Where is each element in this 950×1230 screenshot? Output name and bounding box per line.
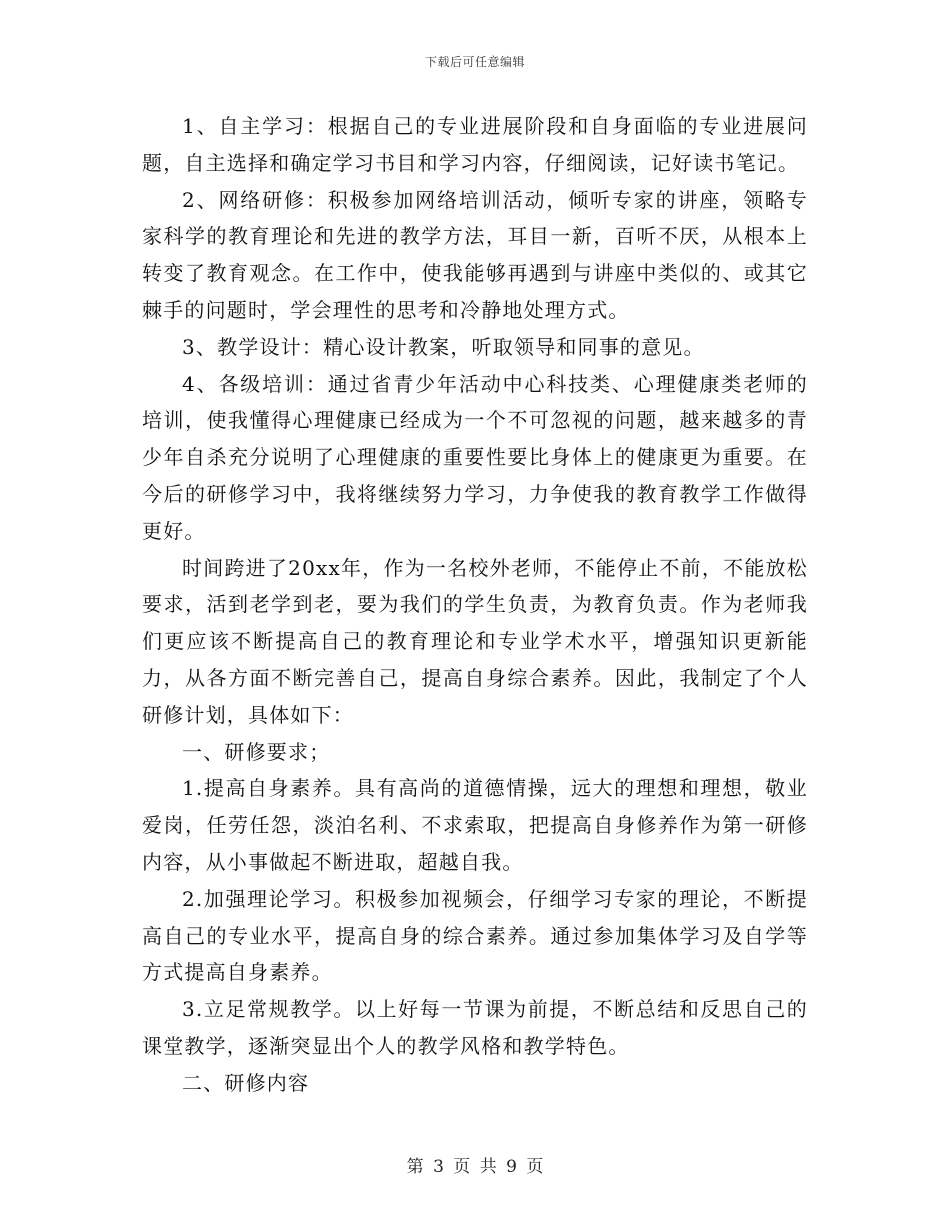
page-header: 下载后可任意编辑 xyxy=(424,55,525,69)
paragraph-requirement-1: 1.提高自身素养。具有高尚的道德情操，远大的理想和理想，敬业爱岗，任劳任怨，淡泊名利、不求索取，把提高自身修养作为第一研修内容，从小事做起不断进取，超越自我。 xyxy=(142,776,808,874)
section-heading-content: 二、研修内容 xyxy=(182,1070,310,1095)
paragraph-training-levels: 4、各级培训：通过省青少年活动中心科技类、心理健康类老师的培训，使我懂得心理健康已经成为一个不可忽视的问题，越来越多的青少年自杀充分说明了心理健康的重要性要比身体上的健康更为重要。在今后的研修学习中，我将继续努力学习，力争使我的教育教学工作做得更好。 xyxy=(142,371,808,543)
section-heading-requirements: 一、研修要求； xyxy=(182,739,331,764)
paragraph-self-study: 1、自主学习：根据自己的专业进展阶段和自身面临的专业进展问题，自主选择和确定学习书目和学习内容，仔细阅读，记好读书笔记。 xyxy=(142,114,808,175)
paragraph-online-training: 2、网络研修：积极参加网络培训活动，倾听专家的讲座，领略专家科学的教育理论和先进的教学方法，耳目一新，百听不厌，从根本上转变了教育观念。在工作中，使我能够再遇到与讲座中类似的、或其它棘手的问题时，学会理性的思考和冷静地处理方式。 xyxy=(142,187,808,322)
page-number: 第 3 页 共 9 页 xyxy=(406,1157,544,1177)
paragraph-requirement-2: 2.加强理论学习。积极参加视频会，仔细学习专家的理论，不断提高自己的专业水平，提高自身的综合素养。通过参加集体学习及自学等方式提高自身素养。 xyxy=(142,886,808,985)
paragraph-requirement-3: 3.立足常规教学。以上好每一节课为前提，不断总结和反思自己的课堂教学，逐渐突显出个人的教学风格和教学特色。 xyxy=(142,997,808,1058)
paragraph-teaching-design: 3、教学设计：精心设计教案，听取领导和同事的意见。 xyxy=(182,334,705,359)
document-body xyxy=(142,108,808,1102)
paragraph-introduction: 时间跨进了20xx年，作为一名校外老师，不能停止不前，不能放松要求，活到老学到老，要为我们的学生负责，为教育负责。作为老师我们更应该不断提高自己的教育理论和专业学术水平，增强知识更新能力，从各方面不断完善自己，提高自身综合素养。因此，我制定了个人研修计划，具体如下： xyxy=(142,555,808,727)
